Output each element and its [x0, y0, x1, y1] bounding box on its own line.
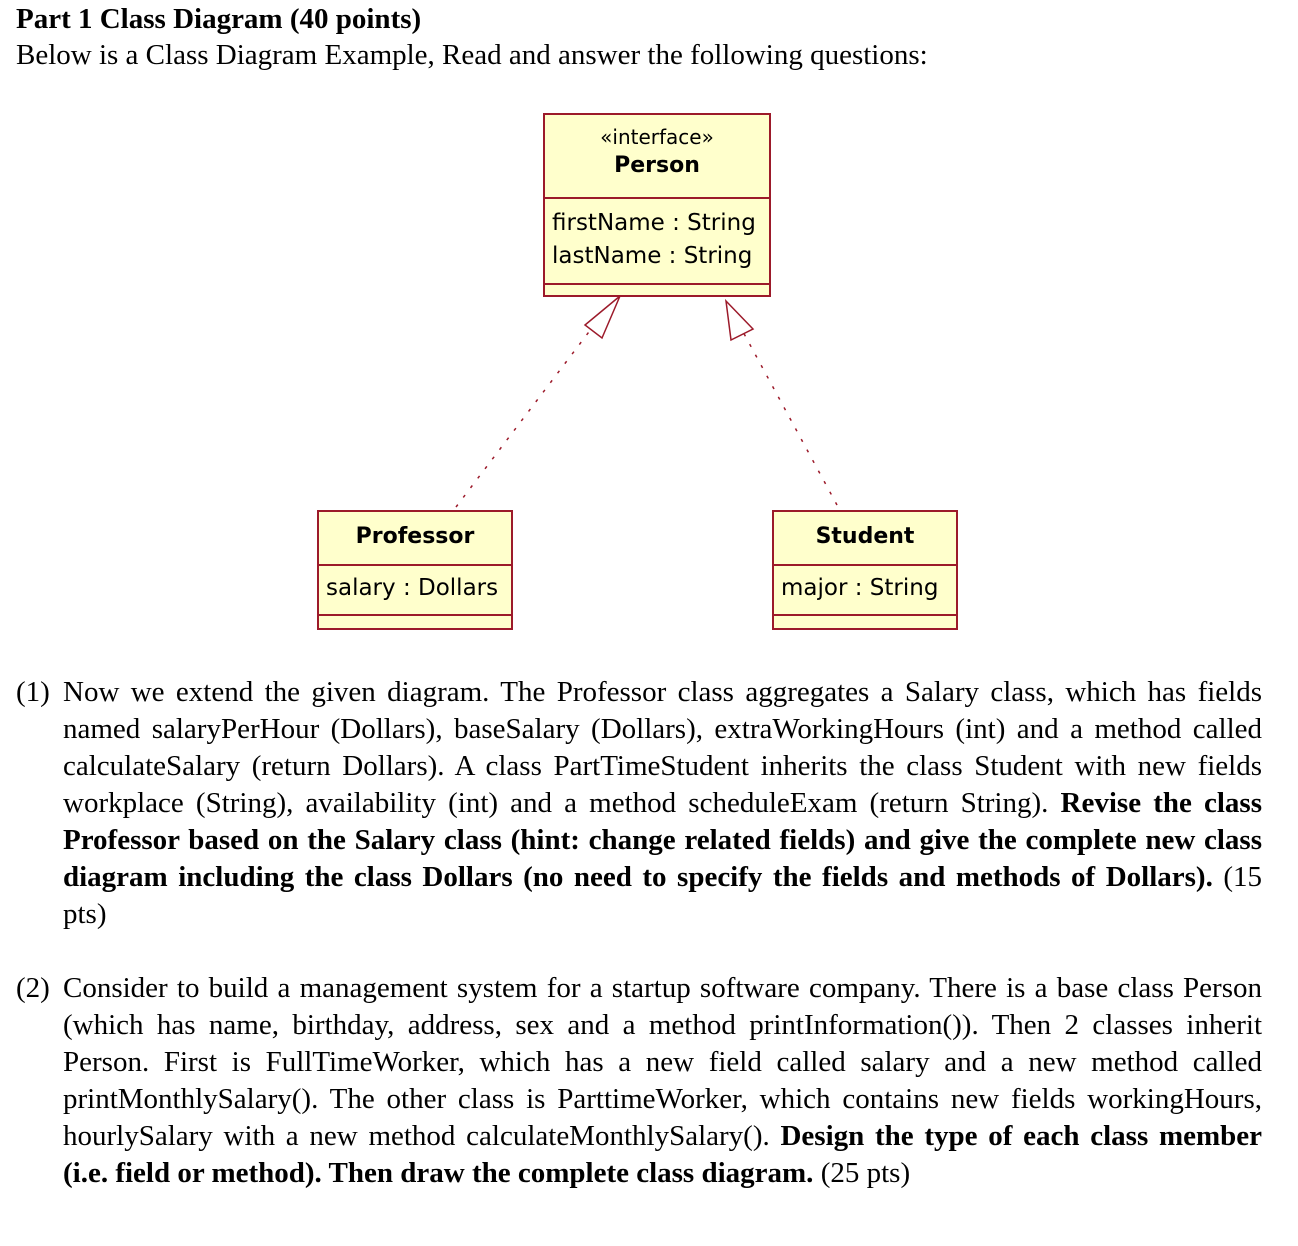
- student-class-box: [772, 510, 958, 630]
- student-attribute: major : String: [781, 575, 939, 601]
- person-attribute: lastName : String: [552, 243, 753, 269]
- professor-class-name: Professor: [355, 524, 475, 549]
- question-points: (15 pts): [63, 861, 1263, 930]
- student-realization-line: [742, 330, 837, 505]
- question-text: Consider to build a management system for a startup software company. There is a base class Person (which has name, birthday, address, sex and a method printInformation()). Then 2 classes inherit Person. First is FullTimeWorker, which has a new field called salary and a new method called printMonthlySalary(). The other class is ParttimeWorker, which contains new fields workingHours, hourlySalary with a new method calculateMonthlySalary().: [63, 972, 1262, 1152]
- question-number: (1): [16, 676, 50, 708]
- professor-class-box: [317, 510, 513, 630]
- question-text: Now we extend the given diagram. The Professor class aggregates a Salary class, which has fields named salaryPerHour (Dollars), baseSalary (Dollars), extraWorkingHours (int) and a method called calculateSalary (return Dollars). A class PartTimeStudent inherits the class Student with new fields workplace (String), availability (int) and a method scheduleExam (return String).: [63, 676, 1262, 819]
- person-class-name: Person: [614, 153, 700, 178]
- question-number: (2): [16, 972, 50, 1004]
- student-class-name: Student: [815, 524, 915, 549]
- person-attribute: firstName : String: [552, 210, 756, 236]
- student-realization-arrowhead: [726, 301, 753, 340]
- question-1: [16, 674, 1262, 933]
- question-points: (25 pts): [820, 1157, 911, 1189]
- professor-attribute: salary : Dollars: [326, 575, 499, 601]
- intro-text: Below is a Class Diagram Example, Read and answer the following questions:: [16, 39, 928, 71]
- question-bold-instruction: Design the type of each class member (i.e. field or method). Then draw the complete class diagram.: [63, 1120, 1263, 1189]
- question-2: [16, 970, 1262, 1192]
- part-heading: Part 1 Class Diagram (40 points): [16, 3, 422, 35]
- professor-realization-arrowhead: [585, 296, 620, 338]
- person-class-box: [543, 113, 771, 297]
- person-stereotype: «interface»: [600, 125, 714, 149]
- professor-realization-line: [456, 316, 601, 507]
- question-bold-instruction: Revise the class Professor based on the Salary class (hint: change related fields) and give the complete new class diagram including the class Dollars (no need to specify the fields and methods of Dollars).: [63, 787, 1262, 893]
